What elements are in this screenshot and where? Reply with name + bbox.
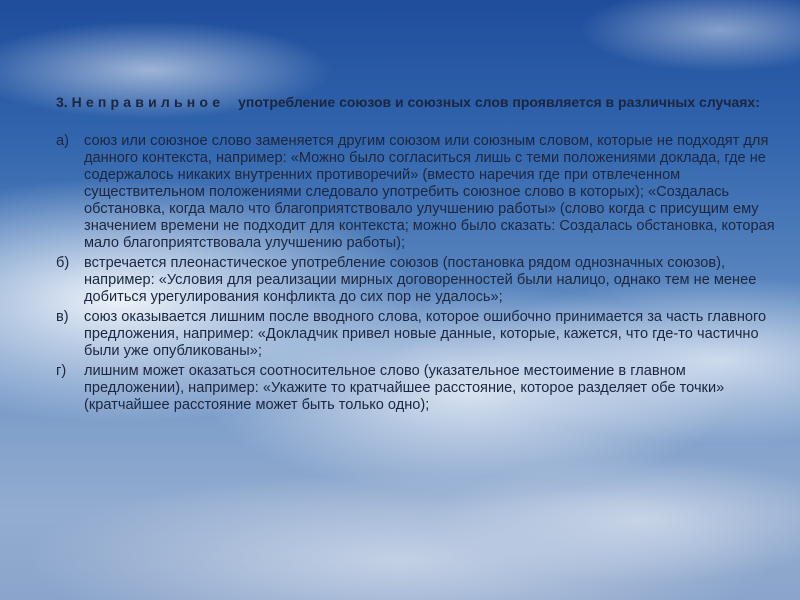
list-item (56, 309, 776, 360)
list-item-text: союз или союзное слово заменяется другим союзом или союзным словом, которые не подходят для данного контекста, например: «Можно было согласиться лишь с теми положениями доклада, где не содержалось никаких внутренних противоречий» (вместо наречия где при отвлеченном существительном положениями следовало употребить союзное слово в которых); «Создалась обстановка, когда мало что благоприятствовало улучшению работы» (слово когда с присущим ему значением времени не подходит для контекста; можно было сказать: Создалась обстановка, которая мало благоприятствовала улучшению работы); (84, 133, 775, 251)
list-item-text: союз оказывается лишним после вводного слова, которое ошибочно принимается за часть главного предложения, например: «Докладчик привел новые данные, которые, кажется, что где-то частично были уже опубликованы»; (84, 309, 767, 359)
list-item (56, 363, 776, 414)
list-marker: в) (56, 309, 69, 325)
heading-text: употребление союзов и союзных слов проявляется в различных случаях: (238, 94, 760, 110)
list-item (56, 133, 776, 252)
slide-content (56, 94, 776, 417)
list-marker: г) (56, 363, 67, 379)
list-item-text: лишним может оказаться соотносительное слово (указательное местоимение в главном предложении), например: «Укажите то кратчайшее расстояние, которое разделяет обе точки» (кратчайшее расстояние может быть только одно); (84, 363, 725, 413)
slide-heading (56, 94, 776, 111)
heading-spaced-word: Неправильное (71, 94, 225, 110)
heading-number: 3. (56, 94, 68, 110)
list-marker: б) (56, 255, 70, 271)
list-item-text: встречается плеонастическое употребление союзов (постановка рядом однозначных союзов), например: «Условия для реализации мирных договоренностей были налицо, однако тем не менее добиться урегулирования конфликта до сих пор не удалось»; (84, 255, 757, 305)
list-marker: а) (56, 133, 69, 149)
list-item (56, 255, 776, 306)
